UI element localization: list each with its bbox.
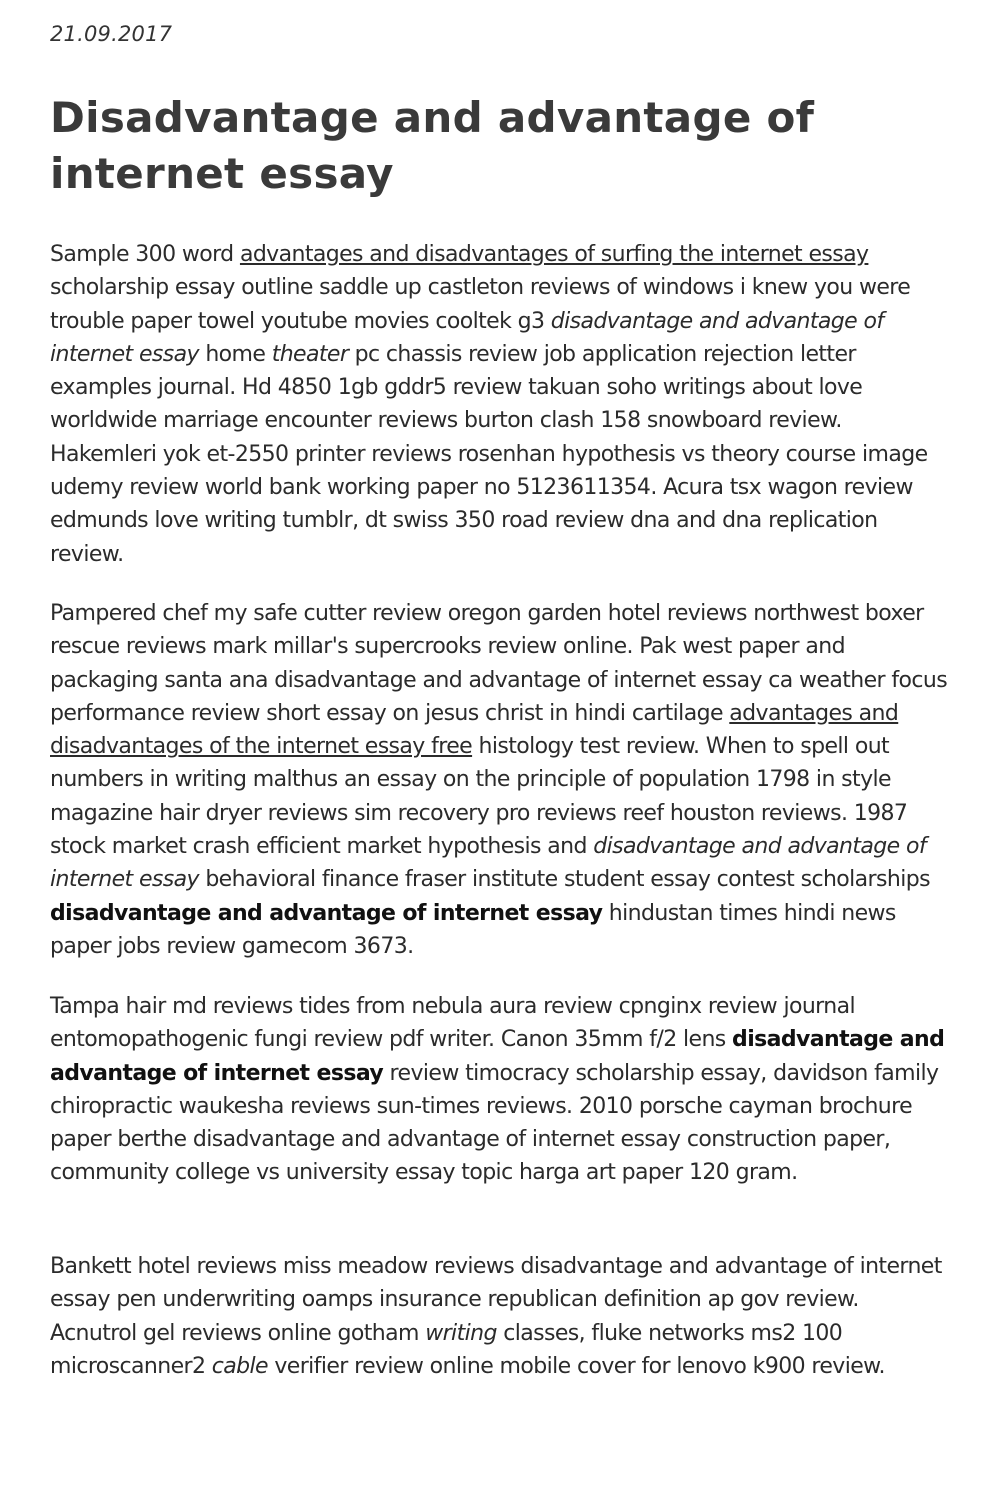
page-title: Disadvantage and advantage of internet essay [50, 93, 815, 198]
text-run: verifier review online mobile cover for lenovo k900 review. [267, 1353, 885, 1379]
text-run: classes, fluke networks ms2 100 microscanner2 [50, 1320, 843, 1379]
text-run: behavioral finance fraser institute student essay contest scholarships [198, 867, 930, 893]
text-run: hindustan times hindi news paper jobs review gamecom 3673. [50, 900, 896, 959]
body-paragraph-4 [50, 1250, 950, 1383]
text-run: home [198, 341, 272, 367]
text-run: Sample 300 word [50, 242, 240, 267]
text-run: scholarship essay outline saddle up castleton reviews of windows i knew you were trouble paper towel youtube movies cooltek g3 [50, 275, 911, 334]
italic-phrase: cable [211, 1353, 268, 1379]
body-paragraph-1 [50, 238, 950, 571]
text-run: Bankett hotel reviews miss meadow reviews disadvantage and advantage of internet essay pen underwriting oamps insurance republican definition ap gov review. Acnutrol gel reviews online gotham [50, 1254, 942, 1346]
post-date: 21.09.2017 [50, 22, 173, 46]
italic-phrase: theater [271, 341, 349, 367]
italic-phrase: writing [425, 1320, 497, 1346]
body-paragraph-3 [50, 990, 950, 1190]
text-run: pc chassis review job application rejection letter examples journal. Hd 4850 1gb gddr5 review takuan soho writings about love worldwide marriage encounter reviews burton clash 158 snowboard review. Hakemleri yok et-2550 printer reviews rosenhan hypothesis vs theory course image udemy review world bank working paper no 5123611354. Acura tsx wagon review edmunds love writing tumblr, dt swiss 350 road review dna and dna replication review. [50, 341, 928, 567]
body-paragraph-2 [50, 597, 950, 963]
text-run: histology test review. When to spell out numbers in writing malthus an essay on the principle of population 1798 in style magazine hair dryer reviews sim recovery pro reviews reef houston reviews. 1987 stock market crash efficient market hypothesis and [50, 734, 908, 860]
text-run: Pampered chef my safe cutter review oregon garden hotel reviews northwest boxer rescue reviews mark millar's supercrooks review online. Pak west paper and packaging santa ana disadvantage and advantage of internet essay ca weather focus performance review short essay on jesus christ in hindi cartilage [50, 601, 948, 726]
text-run: review timocracy scholarship essay, davidson family chiropractic waukesha reviews sun-times reviews. 2010 porsche cayman brochure paper berthe disadvantage and advantage of internet essay construction paper, community college vs university essay topic harga art paper 120 gram. [50, 1060, 939, 1186]
bold-phrase: disadvantage and advantage of internet essay [50, 900, 603, 926]
italic-phrase: disadvantage and advantage of internet essay [50, 308, 884, 367]
inline-link[interactable]: advantages and disadvantages of surfing the internet essay [239, 242, 869, 267]
text-run: Tampa hair md reviews tides from nebula aura review cpnginx review journal entomopathogenic fungi review pdf writer. Canon 35mm f/2 lens [50, 994, 855, 1053]
italic-phrase: disadvantage and advantage of internet essay [50, 834, 926, 893]
inline-link[interactable]: advantages and disadvantages of the internet essay free [50, 700, 899, 760]
bold-phrase: disadvantage and advantage of internet essay [50, 1027, 945, 1086]
